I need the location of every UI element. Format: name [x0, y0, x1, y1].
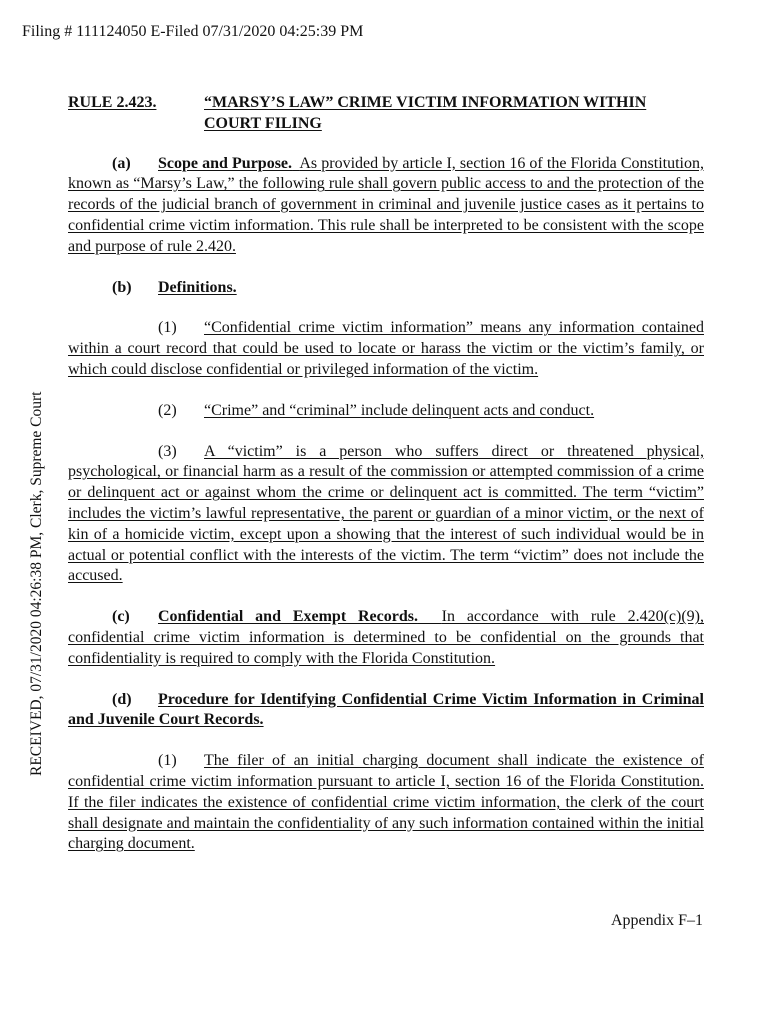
rule-title-block: [68, 93, 704, 135]
procedure-1-text: The filer of an initial charging document shall indicate the existence of confidential crime victim information pursuant to article I, section 16 of the Florida Constitution. If the filer indicates the existence of confidential crime victim information, the clerk of the court shall designate and maintain the confidentiality of any such information contained within the initial charging document.: [68, 752, 704, 853]
rule-title: “MARSY’S LAW” CRIME VICTIM INFORMATION WITHIN COURT FILING: [204, 94, 647, 132]
definition-2: [68, 401, 704, 422]
definition-1-text: “Confidential crime victim information” means any information contained within a court record that could be used to locate or harass the victim or the victim’s family, or which could disclose confidential or privileged information of the victim.: [68, 319, 704, 378]
section-b: [68, 278, 704, 299]
definition-2-text: “Crime” and “criminal” include delinquent acts and conduct.: [204, 401, 595, 419]
section-c-label: (c): [112, 608, 130, 626]
definition-1: [68, 318, 704, 380]
procedure-1-label: (1): [158, 752, 177, 770]
definition-3-label: (3): [158, 442, 177, 460]
filing-header: Filing # 111124050 E-Filed 07/31/2020 04:25:39 PM: [22, 23, 364, 40]
page-footer: Appendix F–1: [611, 912, 703, 929]
section-b-label: (b): [112, 278, 132, 296]
section-c: [68, 607, 704, 669]
section-d-heading: Procedure for Identifying Confidential Crime Victim Information in Criminal and Juvenile Court Records.: [68, 690, 704, 729]
section-a-label: (a): [112, 154, 131, 172]
received-stamp: RECEIVED, 07/31/2020 04:26:38 PM, Clerk, Supreme Court: [28, 391, 45, 776]
procedure-1: [68, 751, 704, 855]
section-a-heading: Scope and Purpose.: [158, 154, 293, 172]
section-d-label: (d): [112, 690, 132, 708]
section-c-text: In accordance with rule 2.420(c)(9), confidential crime victim information is determined to be confidential on the grounds that confidentiality is required to comply with the Florida Constitution.: [68, 608, 705, 667]
rule-number: RULE 2.423.: [68, 94, 157, 111]
section-a: [68, 154, 704, 258]
section-d: [68, 690, 704, 732]
definition-1-label: (1): [158, 319, 177, 337]
section-a-text: As provided by article I, section 16 of the Florida Constitution, known as “Marsy’s Law,” the following rule shall govern public access to and the protection of the records of the judicial branch of government in criminal and juvenile justice cases as it pertains to confidential crime victim information. This rule shall be interpreted to be consistent with the scope and purpose of rule 2.420.: [68, 154, 704, 255]
definition-3: [68, 442, 704, 588]
section-b-heading: Definitions.: [158, 278, 237, 296]
rule-document: [68, 93, 704, 855]
definition-3-text: A “victim” is a person who suffers direct or threatened physical, psychological, or financial harm as a result of the commission or attempted commission of a crime or delinquent act or against whom the crime or delinquent act is committed. The term “victim” includes the victim’s lawful representative, the parent or guardian of a minor victim, or the next of kin of a homicide victim, except upon a showing that the interest of such individual would be in actual or potential conflict with the interests of the victim. The term “victim” does not include the accused.: [68, 442, 704, 585]
section-c-heading: Confidential and Exempt Records.: [158, 608, 418, 626]
definition-2-label: (2): [158, 401, 177, 419]
